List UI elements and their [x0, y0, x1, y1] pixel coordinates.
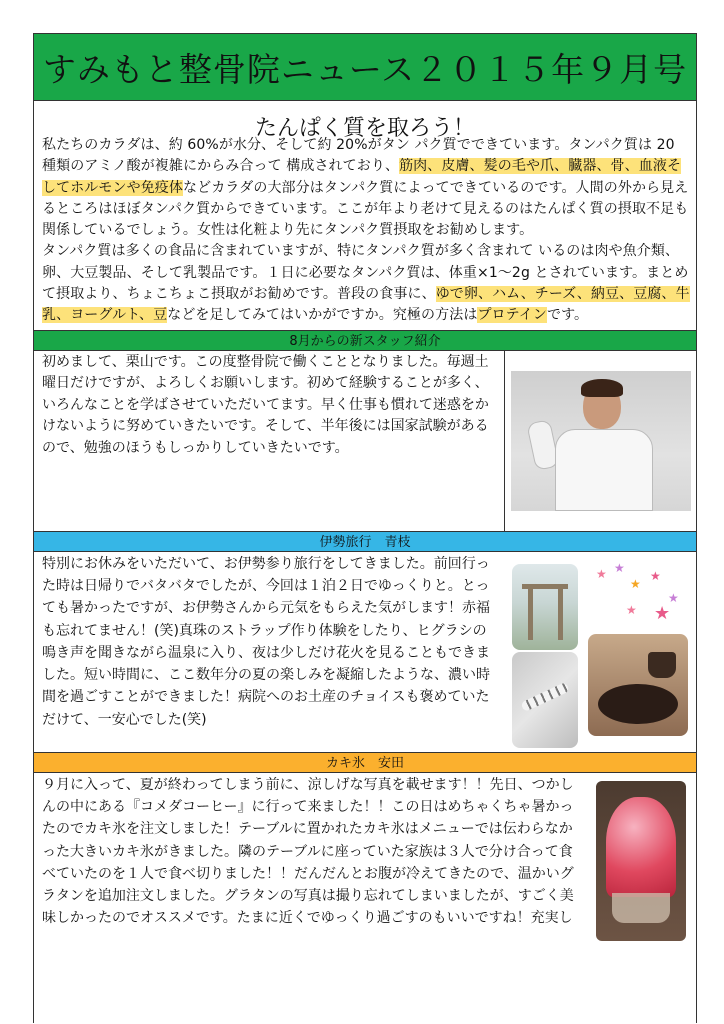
tea-cup — [648, 652, 676, 678]
staff-text: 初めまして、栗山です。この度整骨院で働くこととなりました。毎週土曜日だけですが、よろしくお願いします。初めて経験することが多く、いろんなことを学ばさせていただいてます。早く仕事も慣れて迷惑をかけないように努めていきたいです。そして、半年後には国家試験があるので、勉強のほうもしっかりしていきたいです。 — [42, 353, 489, 457]
kakigori-photo — [596, 781, 686, 941]
star-icon: ★ — [668, 590, 679, 605]
pearl-strap-photo — [512, 652, 578, 748]
star-icon: ★ — [650, 568, 661, 583]
ise-photo-box — [504, 552, 696, 752]
staff-section — [34, 351, 696, 531]
protein-text: タンパク質は多くの食品に含まれていますが、特にタンパク質が多く含まれて いるのは肉や魚介類、卵、大豆製品、そして乳製品です。１日に必要なタンパク質は、体重×1～2g とされています。まとめて摂取より、ちょこちょこ摂取がお勧めです。普段の食事に、 — [42, 243, 689, 303]
protein-highlight: ゆで卵、ハム、チーズ、納豆、豆腐、牛乳、ヨーグルト、豆 — [42, 286, 690, 324]
protein-section — [34, 101, 696, 327]
staff-photo-box — [504, 351, 696, 531]
akafuku-photo — [588, 634, 688, 736]
ise-section — [34, 552, 696, 752]
ise-text: 特別にお休みをいただいて、お伊勢参り旅行をしてきました。前回行った時は日帰りでバタバタでしたが、今回は１泊２日でゆっくりと。とっても暑かったですが、お伊勢さんから元気をもらえた気がします！赤福も忘れてません！(笑)真珠のストラップ作り体験をしたり、ヒグラシの鳴き声を聞きながら温泉に入り、夜は少しだけ花火を見ることもできました。短い時間に、ここ数年分の夏の楽しみを凝縮したような、濃い時間を過ごすことができました！病院へのお土産のチョイスも褒めていただけて、一安心でした(笑) — [42, 555, 490, 728]
shrine-gate-photo — [512, 564, 578, 650]
staff-hair — [581, 379, 623, 397]
ise-heading: 伊勢旅行 青枝 — [34, 531, 696, 552]
masthead — [34, 34, 696, 101]
torii-pillar — [528, 586, 533, 640]
protein-paragraph-2 — [34, 241, 696, 326]
pearl-beads — [520, 682, 570, 712]
newsletter-title: すみもと整骨院ニュース２０１５年９月号 — [42, 49, 688, 89]
newsletter-frame — [33, 33, 697, 1023]
kakigori-photo-box — [588, 773, 696, 1003]
star-icon: ★ — [596, 566, 607, 581]
protein-text: です。 — [546, 307, 589, 324]
kakigori-section — [34, 773, 696, 1003]
star-icon: ★ — [626, 602, 637, 617]
protein-highlight: 筋肉、皮膚、髪の毛や爪、臓器、骨、血液そしてホルモンや免疫体 — [42, 158, 682, 196]
protein-text: などカラダの大部分はタンパク質によってできているのです。人間の外から見えるところはほぼタンパク質からできています。ここが年より老けて見えるのはたんぱく質の摂取不足も関係しているでしょう。女性は化粧より先にタンパク質摂取をお勧めします。 — [42, 179, 689, 239]
staff-coat — [555, 429, 653, 511]
staff-heading: 8月からの新スタッフ紹介 — [34, 330, 696, 351]
kakigori-text: ９月に入って、夏が終わってしまう前に、涼しげな写真を載せます！！先日、つかしんの中にある『コメダコーヒー』に行って来ました！！この日はめちゃくちゃ暑かったのでカキ氷を注文しました！テーブルに置かれたカキ氷はメニューでは伝わらなかった大きいカキ氷がきました。隣のテーブルに座っていた家族は３人で分け合って食べていたのを１人で食べ切りました！！だんだんとお腹が冷えてきたので、温かいグラタンを追加注文しました。グラタンの写真は撮り忘れてしまいましたが、すごく美味しかったのでオススメです。たまに近くでゆっくり過ごすのもいいですね！充実し — [42, 776, 574, 927]
star-icon: ★ — [614, 560, 625, 575]
protein-paragraph-1 — [34, 135, 696, 241]
torii-pillar — [558, 586, 563, 640]
star-icon: ★ — [630, 576, 641, 591]
ice-glass — [612, 893, 670, 923]
protein-text: などを足してみてはいかがですか。究極の方法は — [167, 307, 478, 324]
akafuku-plate — [598, 684, 678, 724]
protein-highlight: プロテイン — [477, 307, 547, 324]
protein-text: 私たちのカラダは、約 60%が水分、そして約 20%がタン パク質でできています。タンパク質は 20 種類のアミノ酸が複雑にからみ合って 構成されており、 — [42, 137, 675, 175]
shaved-ice — [606, 797, 676, 897]
protein-title: たんぱく質を取ろう！ — [254, 116, 475, 141]
staff-photo — [511, 371, 691, 511]
kakigori-heading: カキ氷 安田 — [34, 752, 696, 773]
star-icon: ★ — [654, 602, 671, 624]
